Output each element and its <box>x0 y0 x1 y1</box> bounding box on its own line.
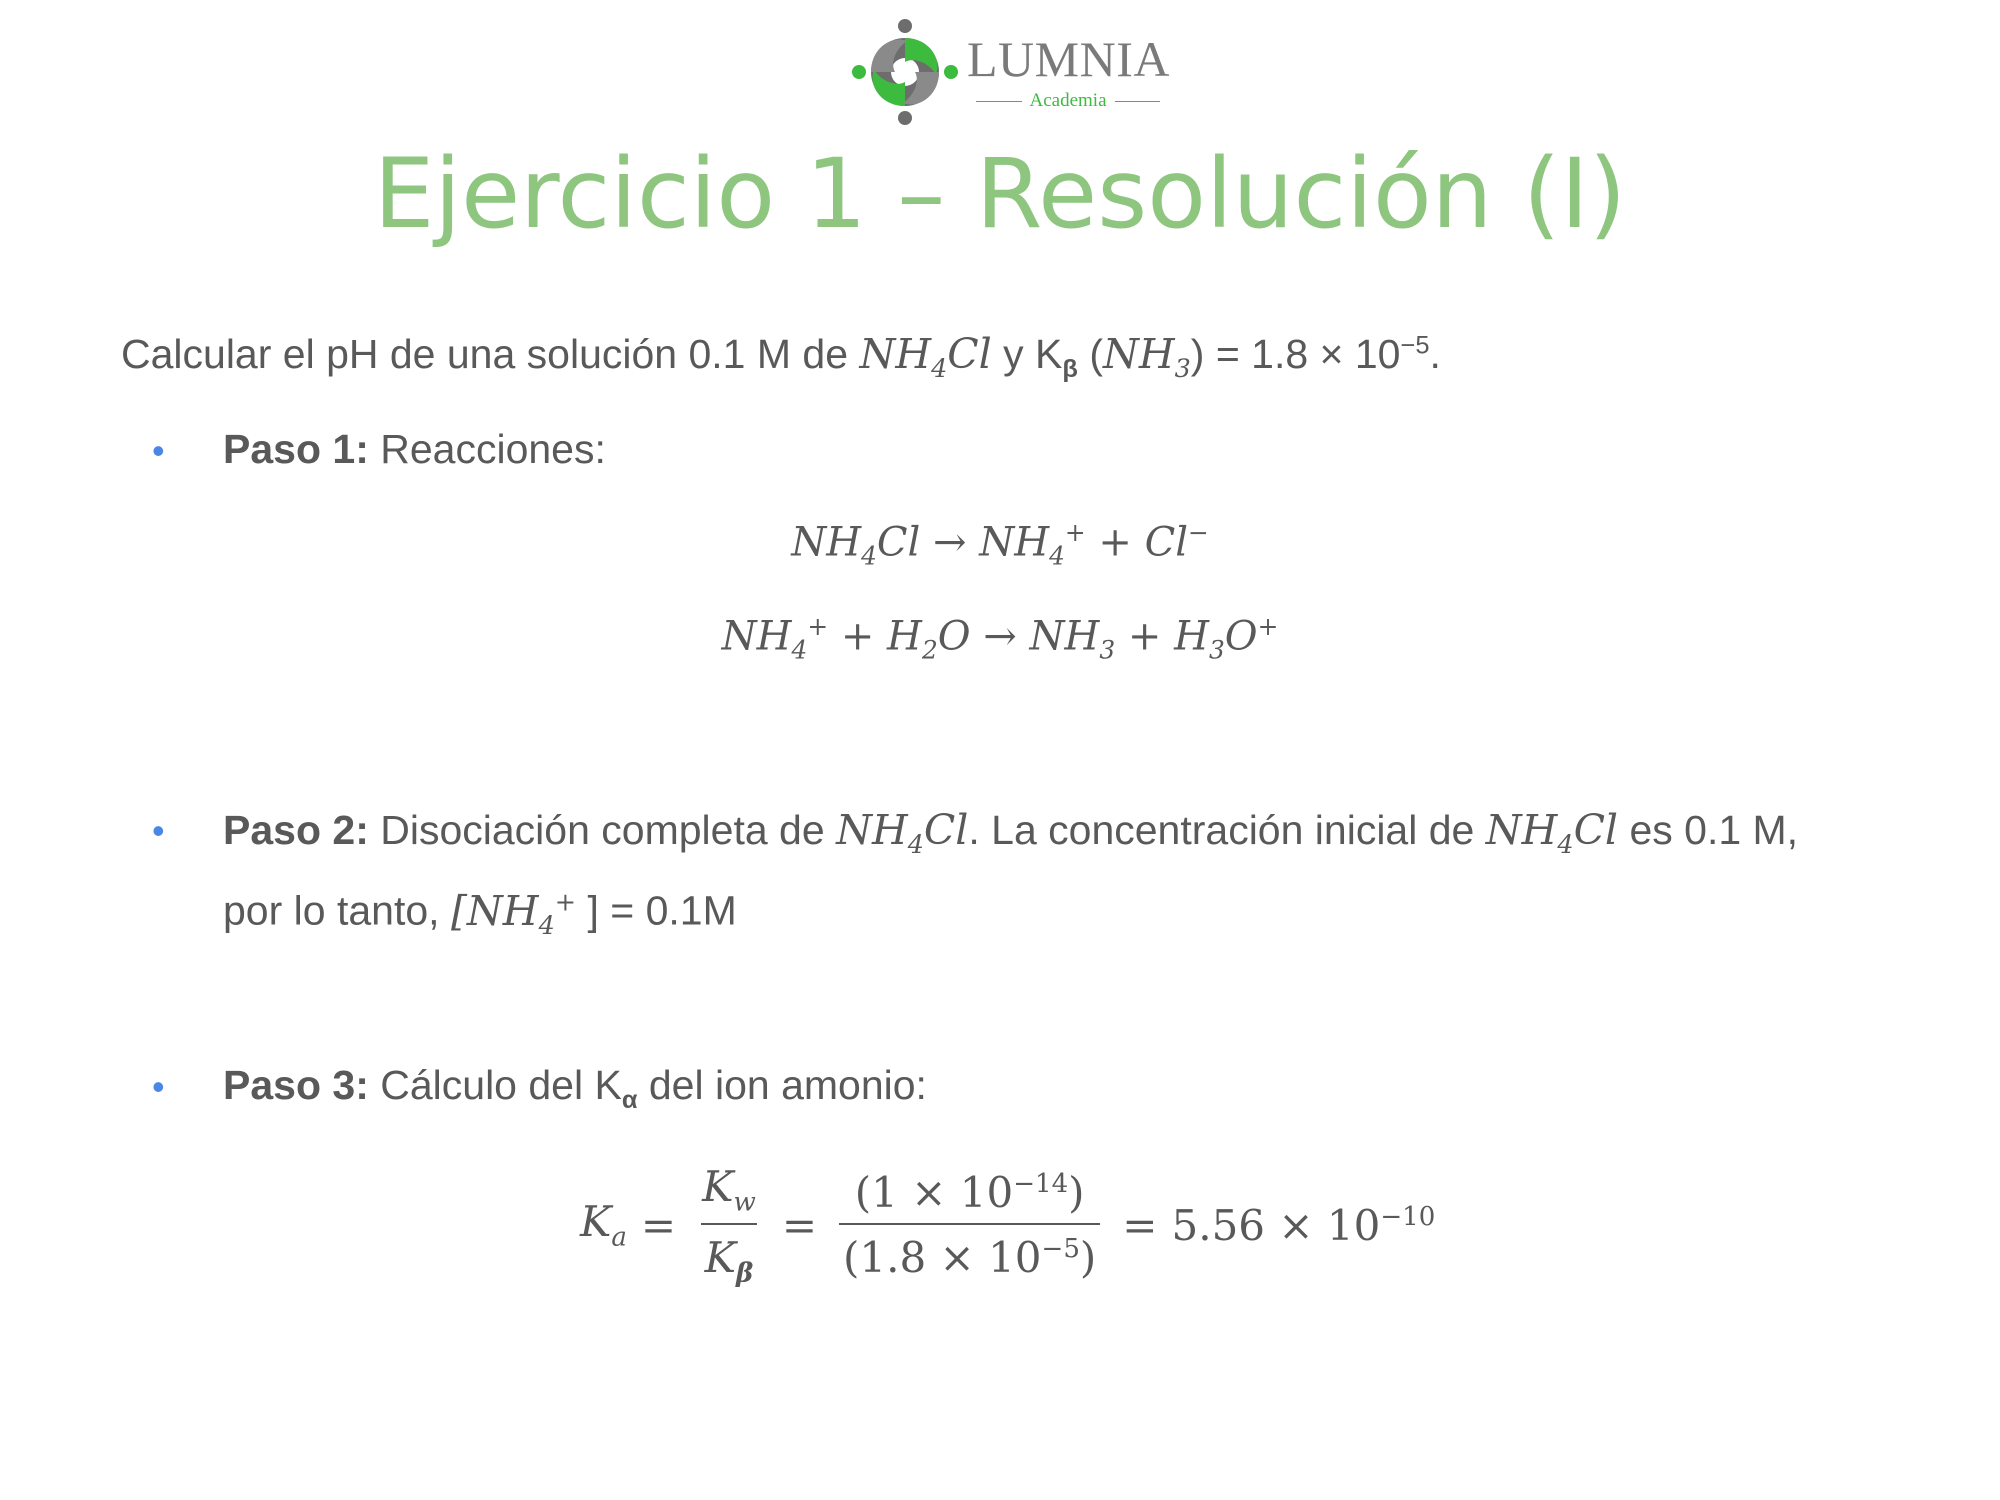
intro-text-a: Calcular el pH de una solución 0.1 M de <box>121 331 849 377</box>
intro-kb-sub: β <box>1062 355 1078 384</box>
step-2-text-b: . La concentración inicial de <box>968 807 1475 853</box>
equation-2: $NH_4^+ + H_2O \to NH_3 + H_3O^+$ <box>721 612 1279 665</box>
step-3-bullet <box>152 1062 165 1109</box>
fraction-kw-kb: $\frac{K_w}{K_\beta}$ <box>702 1161 756 1289</box>
step-2-text-c: es 0.1 M, <box>1629 807 1799 853</box>
step-1 <box>152 426 165 473</box>
fraction-values: $\frac{(1 \times 10^{-14})}{(1.8 \times 10^{-5})}$ <box>839 1168 1100 1282</box>
intro-text-c: ) = 1.8 × 10 <box>1190 331 1401 377</box>
step-1-label: Paso 1: <box>223 426 369 472</box>
brand-tagline <box>968 90 1168 112</box>
step-2-text: Paso 2: Disociación completa de $NH_4Cl$. La concentración inicial de $NH_4Cl$ es 0.1 M, <box>223 806 1799 860</box>
step-2-text-a: Disociación completa de <box>380 807 825 853</box>
step-2-label: Paso 2: <box>223 807 369 853</box>
logo <box>850 16 1180 128</box>
step-2-line2-b: ] = 0.1M <box>587 887 737 934</box>
intro-exponent: −5 <box>1400 331 1430 360</box>
lumnia-logo-icon <box>850 16 960 128</box>
intro-text-b: y K <box>1003 331 1063 377</box>
brand-name: LUMNIA <box>967 31 1170 87</box>
intro-species: $NH_4Cl$ <box>859 330 992 384</box>
ka-formula: $K_a$ = $\frac{K_w}{K_\beta}$ = $\frac{(1 \times 10^{-14})}{(1.8 \times 10^{-5})}$ = $5.56 \times 10^{-10}$ <box>580 1161 1436 1289</box>
equation-1: $NH_4Cl \to NH_4^+ + Cl^-$ <box>791 518 1209 571</box>
bullet-icon: • <box>152 430 165 471</box>
brand-tagline-text: Academia <box>1029 90 1107 111</box>
page-title: Ejercicio 1 – Resolución (I) <box>373 138 1627 250</box>
step-1-text <box>223 426 606 473</box>
step-3-text <box>223 1062 927 1115</box>
step-3-label: Paso 3: <box>223 1062 369 1108</box>
bullet-icon: • <box>152 1066 165 1107</box>
bullet-icon: • <box>152 810 165 851</box>
step-2-line-2: por lo tanto, [$NH_4^+$ ] = 0.1M <box>223 886 737 940</box>
step-3-text-a: Cálculo del K <box>380 1062 622 1108</box>
step-2-line2-a: por lo tanto, <box>223 887 440 934</box>
intro-nh3: $NH_3$ <box>1102 330 1191 384</box>
step-3-ka-sub: α <box>621 1086 638 1115</box>
intro-text: Calcular el pH de una solución 0.1 M de $NH_4Cl$ y $K_\beta$ $(NH_3) = 1.8 \times 10^{-5}$. <box>121 330 1441 384</box>
step-1-desc: Reacciones: <box>380 426 606 472</box>
step-2-bullet <box>152 806 165 853</box>
step-3-text-b: del ion amonio: <box>648 1062 927 1108</box>
ka-result: $5.56 \times 10^{-10}$ <box>1171 1200 1436 1250</box>
